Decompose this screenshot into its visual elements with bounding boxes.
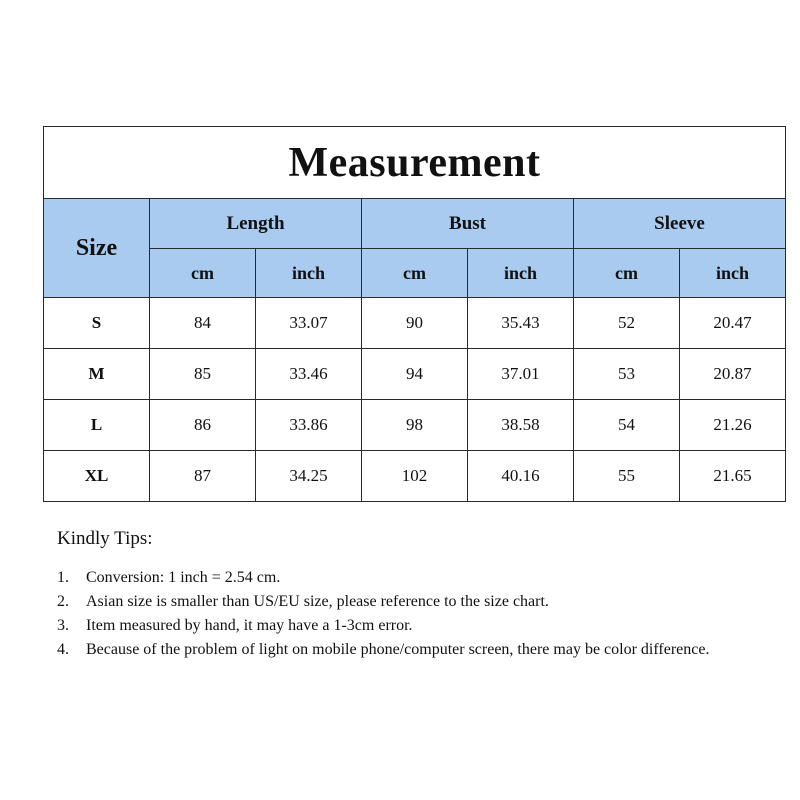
size-cell: L xyxy=(44,400,150,451)
table-row xyxy=(44,451,786,502)
table-cell: 20.47 xyxy=(680,298,786,349)
unit-header: cm xyxy=(150,249,256,298)
table-cell: 21.26 xyxy=(680,400,786,451)
unit-header: cm xyxy=(574,249,680,298)
table-cell: 21.65 xyxy=(680,451,786,502)
table-cell: 94 xyxy=(362,349,468,400)
table-cell: 90 xyxy=(362,298,468,349)
table-cell: 38.58 xyxy=(468,400,574,451)
table-cell: 33.86 xyxy=(256,400,362,451)
table-cell: 40.16 xyxy=(468,451,574,502)
table-row xyxy=(44,400,786,451)
list-number: 2. xyxy=(57,593,69,610)
list-number: 1. xyxy=(57,569,69,586)
tip-text: Item measured by hand, it may have a 1-3cm error. xyxy=(86,617,413,634)
title-cell xyxy=(44,127,786,199)
page-title: Measurement xyxy=(288,139,541,186)
table-row xyxy=(44,298,786,349)
table-cell: 98 xyxy=(362,400,468,451)
measurement-table xyxy=(43,126,786,502)
tips-title: Kindly Tips: xyxy=(57,528,153,549)
unit-header: cm xyxy=(362,249,468,298)
table-cell: 86 xyxy=(150,400,256,451)
table-cell: 53 xyxy=(574,349,680,400)
table-cell: 33.46 xyxy=(256,349,362,400)
bust-header: Bust xyxy=(362,199,574,249)
table-cell: 37.01 xyxy=(468,349,574,400)
table-cell: 84 xyxy=(150,298,256,349)
table-cell: 102 xyxy=(362,451,468,502)
unit-header: inch xyxy=(680,249,786,298)
unit-header: inch xyxy=(256,249,362,298)
list-item xyxy=(57,638,757,662)
table-cell: 54 xyxy=(574,400,680,451)
tips-list xyxy=(57,566,757,662)
table-cell: 34.25 xyxy=(256,451,362,502)
size-cell: XL xyxy=(44,451,150,502)
unit-header: inch xyxy=(468,249,574,298)
table-cell: 55 xyxy=(574,451,680,502)
size-cell: M xyxy=(44,349,150,400)
list-item xyxy=(57,614,757,638)
tips-section xyxy=(57,528,757,662)
size-column-header: Size xyxy=(44,199,150,298)
tip-text: Asian size is smaller than US/EU size, please reference to the size chart. xyxy=(86,593,549,610)
table-row xyxy=(44,349,786,400)
table-cell: 33.07 xyxy=(256,298,362,349)
sleeve-header: Sleeve xyxy=(574,199,786,249)
list-number: 4. xyxy=(57,641,69,658)
table-cell: 87 xyxy=(150,451,256,502)
table-cell: 52 xyxy=(574,298,680,349)
tip-text: Because of the problem of light on mobile phone/computer screen, there may be color difference. xyxy=(86,641,710,658)
tip-text: Conversion: 1 inch = 2.54 cm. xyxy=(86,569,281,586)
size-cell: S xyxy=(44,298,150,349)
table-cell: 35.43 xyxy=(468,298,574,349)
list-number: 3. xyxy=(57,617,69,634)
size-chart xyxy=(43,126,785,502)
list-item xyxy=(57,566,757,590)
length-header: Length xyxy=(150,199,362,249)
table-cell: 20.87 xyxy=(680,349,786,400)
list-item xyxy=(57,590,757,614)
table-cell: 85 xyxy=(150,349,256,400)
